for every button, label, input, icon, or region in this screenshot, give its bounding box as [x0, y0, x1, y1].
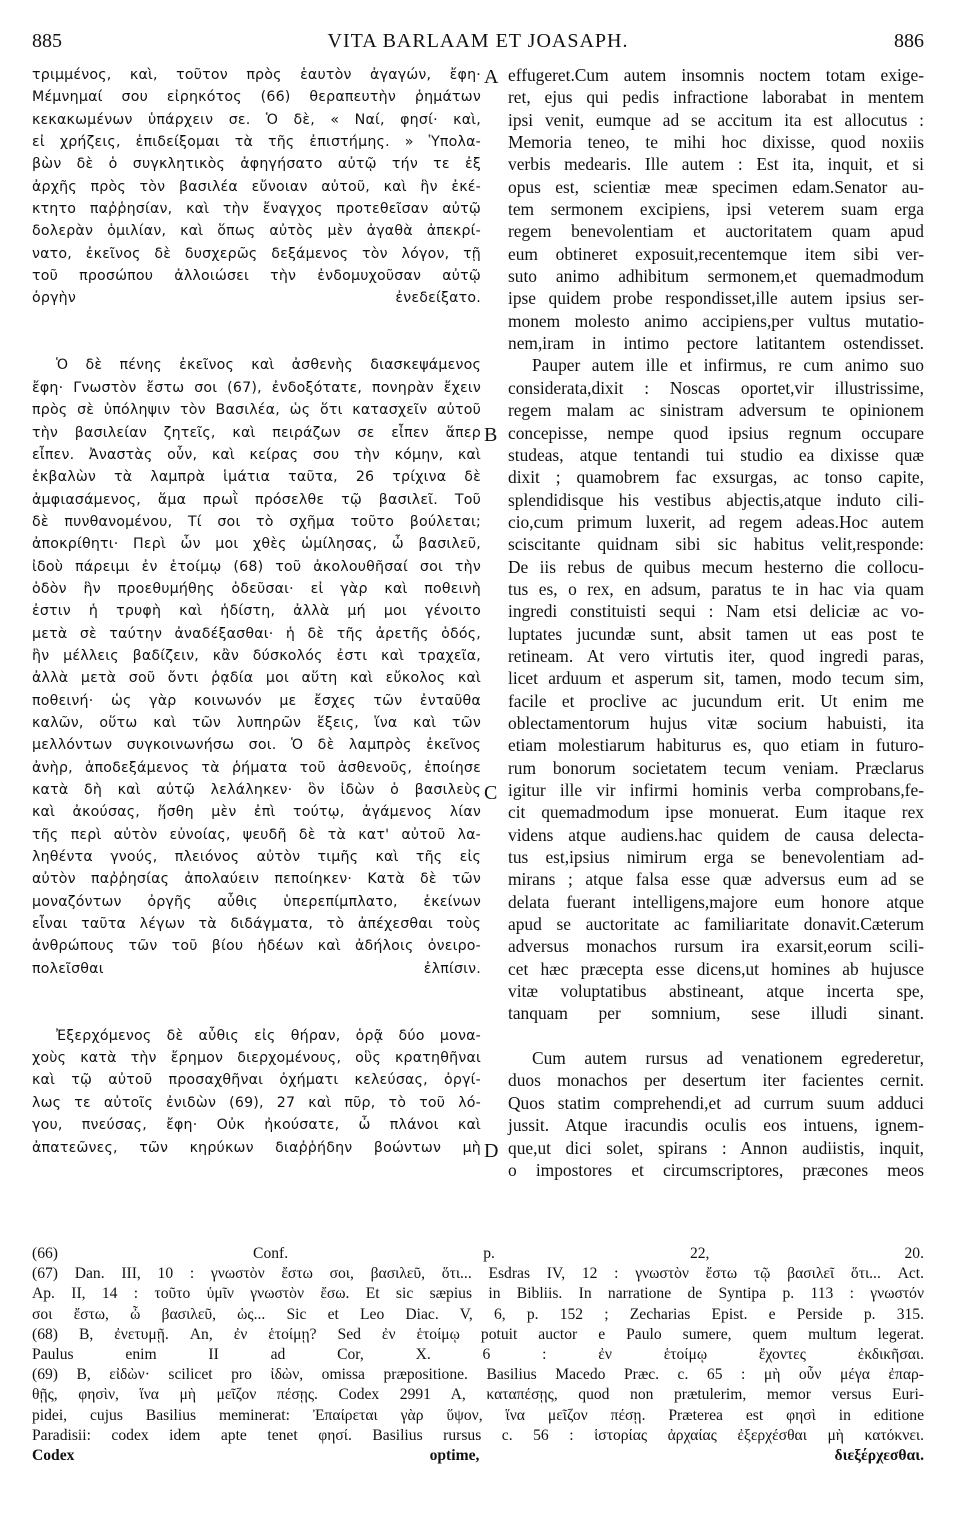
text-line: apud se auctoritate ac familiaritate donavit.Cæterum: [508, 914, 924, 935]
text-line: nem,iram in intimo pectore latitantem ostendisset.: [508, 333, 924, 354]
text-line: jussit. Atque iracundis oculis eos intuens, ignem-: [508, 1115, 924, 1136]
text-line: ἀλλὰ μετὰ σοῦ ὄντι ῥᾳδία μοι αὕτη καὶ εὔκολος καὶ: [32, 670, 481, 687]
text-line: Ἐξερχόμενος δὲ αὖθις εἰς θήραν, ὁρᾷ δύο μονα-: [56, 1027, 481, 1044]
text-line: tus es, o rex, en adsum, paratus te in hac via quam: [508, 578, 924, 599]
text-line: χοὺς κατὰ τὴν ἔρημον διερχομένους, οὓς κρατηθῆναι: [32, 1050, 481, 1067]
text-line: Quos statim comprehendi,et ad currum suum adduci: [508, 1092, 924, 1113]
greek-paragraph-3: [32, 1025, 481, 1159]
greek-paragraph-2: [32, 354, 481, 980]
text-line: μετὰ σὲ ταύτην ἀναδέξασθαι· ἡ δὲ τῆς ἀρετῆς ὁδός,: [32, 625, 481, 642]
text-line: studeas, atque tentandi tui studio ea dixisse quæ: [508, 444, 924, 465]
text-line: ret, ejus qui pedis infractione laborabat in mentem: [508, 87, 924, 108]
text-line: ποθεινή· ὡς γὰρ κοινωνόν με ἔσχες τῶν ἐνταῦθα: [32, 692, 481, 709]
text-line: facile et proclive ac jucundum erit. Ut enim me: [508, 690, 924, 711]
text-line: mirans ; atque falsa esse quæ adversus eum ad se: [508, 869, 924, 890]
text-line: ἀποκρίθητι· Περὶ ὧν μοι χθὲς ὡμίλησας, ὦ βασιλεῦ,: [32, 536, 481, 553]
text-line: adversus monachos rursum ira exarsit,eorum scili-: [508, 936, 924, 957]
text-line: ἀμφιασάμενος, ἅμα πρωῒ πρόσελθε τῷ βασιλεῖ. Τοῦ: [32, 491, 481, 508]
text-line: tanquam per somnium, sese illudi sinant.: [508, 1003, 924, 1024]
text-line: εἰ χρήζεις, ἐπιδείξομαι τὰ τῆς ἐπιστήμης. » Ὑπολα-: [32, 134, 481, 151]
text-line: ingredi constituisti sequi : Nam etsi deliciæ ac vo-: [508, 601, 924, 622]
text-line: ipse quidem probe respondisset,ille autem ipsius ser-: [508, 288, 924, 309]
latin-paragraph-2: [508, 354, 924, 1024]
text-line: ληθέντα γνούς, πλειόνος αὐτὸν τιμῆς καὶ τῆς εἰς: [32, 849, 481, 866]
text-line: ἐκβαλὼν τὰ λαμπρὰ ἱμάτια ταῦτα, 26 τρίχινα δὲ: [32, 469, 481, 486]
text-line: Paulus enim II ad Cor, X. 6 : ἐν ἑτοίμῳ ἔχοντες ἐκδικῆσαι.: [32, 1345, 924, 1363]
text-line: effugeret.Cum autem insomnis noctem totam exige-: [508, 65, 924, 85]
text-line: κτητο παῤῥησίαν, καὶ τὴν ἔναγχος προτεθεῖσαν αὐτῷ: [32, 201, 481, 218]
text-line: (67) Dan. III, 10 : γνωστὸν ἔστω σοι, βασιλεῦ, ὅτι... Esdras IV, 12 : γνωστὸν ἔστω τῷ βασιλεῖ ὅτι... Act.: [32, 1265, 924, 1283]
text-line: τῆς περὶ αὐτὸν εὐνοίας, ψευδῆ δὲ τὰ κατ' αὐτοῦ λα-: [32, 826, 481, 843]
text-line: pidei, cujus Basilius meminerat: Ἐπαίρεται γὰρ ὕψον, ἵνα μεῖζον πέσῃ. Præterea est φησὶ in editione: [32, 1406, 924, 1424]
text-line: cet hæc præcepta esse dicens,ut homines ab hujusce: [508, 958, 924, 979]
paragraph-gap: [32, 332, 481, 354]
text-line: τοῦ προσώπου ἀλλοιώσει τὴν ἐνδομυχοῦσαν αὐτῷ: [32, 268, 481, 285]
text-line: regem benevolentiam et auctoritatem quam apud: [508, 221, 924, 242]
text-line: tus est,ipsius nimirum erga se benevolentiam ad-: [508, 847, 924, 868]
text-line: licet arduum et asperum sit, tamen, modo tecum sim,: [508, 668, 924, 689]
text-line: μοναζόντων ὀργῆς αὖθις ὑπερεπίμπλατο, ἐκείνων: [32, 893, 481, 910]
text-line: ἀνθρώπους τῶν τοῦ βίου ἡδέων καὶ ἀδήλοις ὀνειρο-: [32, 938, 481, 955]
latin-paragraph-3: [508, 1047, 924, 1181]
greek-column: [32, 64, 481, 1159]
section-marker-b: B: [484, 424, 498, 446]
paragraph-gap: [32, 980, 481, 1002]
text-line: opus est, scientiæ meæ specimen edam.Senator au-: [508, 176, 924, 197]
text-line: βὼν δὲ ὁ συγκλητικὸς ἀφηγήσατο αὐτῷ τήν τε ἐξ: [32, 156, 481, 173]
text-line: tem sermonem excipiens, ipsi veterem suam erga: [508, 199, 924, 220]
text-line: (68) B, ἐνετυμῇ. An, ἐν ἑτοίμῃ? Sed ἐν ἑτοίμῳ potuit auctor e Paulo sumere, quem multum legerat.: [32, 1325, 924, 1343]
text-line: κατὰ δὴ καὶ αὐτῷ λελάληκεν· ὃν ἰδὼν ὁ βασιλεὺς: [32, 782, 481, 798]
text-line: Memoria teneo, te mihi hoc dixisse, quod noxiis: [508, 132, 924, 153]
text-line: εἶπεν. Ἀναστὰς οὖν, καὶ κείρας σου τὴν κόμην, καὶ: [32, 446, 481, 463]
text-line: dixit ; quamobrem fac exsurgas, ac tonso capite,: [508, 467, 924, 488]
text-line: αὐτὸν παῤῥησίας ἀπολαύειν πεποίηκεν· Κατὰ δὲ τῶν: [32, 871, 481, 888]
text-line: vitæ voluptatibus abstineant, atque incerta spe,: [508, 981, 924, 1002]
text-line: τριμμένος, καὶ, τοῦτον πρὸς ἑαυτὸν ἀγαγών, ἔφη·: [32, 67, 481, 83]
text-line: δὲ πυνθανομένου, Τί σοι τὸ σχῆμα τοῦτο βούλεται;: [32, 513, 481, 530]
text-line: que,ut dici solet, spirans : Annon audiistis, inquit,: [508, 1137, 924, 1158]
text-line: Ὁ δὲ πένης ἐκεῖνος καὶ ἀσθενὴς διασκεψάμενος: [56, 357, 481, 374]
text-line: Cum autem rursus ad venationem egrederetur,: [532, 1048, 924, 1069]
text-line: etiam molestiarum habiturus es, quo etiam in futuro-: [508, 735, 924, 756]
text-line: Ap. II, 14 : τοῦτο ὑμῖν γνωστὸν ἔσω. Et sic sæpius in Bibliis. In narratione de Syntipa p. 113 : γνωστόν: [32, 1285, 924, 1303]
greek-paragraph-1: [32, 64, 481, 310]
text-line: luptates jucundæ sunt, absit tamen ut eas post te: [508, 623, 924, 644]
right-page-number: 886: [894, 30, 924, 52]
text-line: sciscitante quidnam sibi sic habitus velit,responde:: [508, 534, 924, 555]
footnotes: [32, 1244, 924, 1466]
latin-paragraph-1: [508, 64, 924, 354]
text-line: verbis medearis. Ille autem : Est ita, inquit, et si: [508, 154, 924, 175]
text-line: o impostores et circumscriptores, præcones meos: [508, 1159, 924, 1180]
text-line: ἣν μέλλεις βαδίζειν, κἂν δύσκολός ἐστι καὶ τραχεῖα,: [32, 647, 481, 664]
text-line: regem malam ac sinistram adversum te opinionem: [508, 400, 924, 421]
text-line: καὶ τῷ αὐτοῦ προσαχθῆναι ὀχήματι κελεύσας, ὀργί-: [32, 1072, 481, 1089]
text-line: De iis rebus de quibus mecum hesterno die collocu-: [508, 556, 924, 577]
text-line: delata fuerant intelligens,majore eum honore atque: [508, 891, 924, 912]
text-line: καλῶν, οὕτω καὶ τῶν λυπηρῶν ἕξεις, ἵνα καὶ τῶν: [32, 714, 481, 731]
text-line: concepisse, nempe quod ipsius regnum occupare: [508, 422, 924, 443]
text-line: σοι ἔστω, ὦ βασιλεῦ, ὡς... Sic et Leo Diac. V, 6, p. 152 ; Zecharias Epist. e Perside p. 315.: [32, 1305, 924, 1323]
text-line: δολερὰν ὁμιλίαν, καὶ ὅπως αὐτὸς μὲν ἀγαθὰ ἀπεκρί-: [32, 223, 481, 240]
text-line: (66) Conf. p. 22, 20.: [32, 1245, 924, 1262]
text-line: ὀργὴν ἐνεδείξατο.: [32, 290, 481, 307]
text-line: eum obtineret exposuit,recentemque item sibi ver-: [508, 243, 924, 264]
text-line: cit quemadmodum ipse monuerat. Eum itaque rex: [508, 802, 924, 823]
text-line: πρὸς σὲ ὑπόληψιν τὸν Βασιλέα, ὡς ὅτι κατασχεῖν αὐτοῦ: [32, 402, 481, 419]
text-line: ἰδοὺ πάρειμι ἐν ἑτοίμῳ (68) τοῦ ἀκολουθῆσαί σοι τὴν: [32, 558, 481, 575]
text-line: εἶναι ταῦτα λέγων τὰ διδάγματα, τὸ ἀπέχεσθαι τοὺς: [32, 916, 481, 933]
text-line: igitur ille vir infirmi hominis verba comprobans,fe-: [508, 780, 924, 800]
text-line: suto animo adhibitum sermonem,et quemadmodum: [508, 266, 924, 287]
text-line: Μέμνημαί σου εἰρηκότος (66) θεραπευτὴν ῥημάτων: [32, 89, 481, 106]
text-line: λως τε αὐτοῖς ἐνιδὼν (69), 27 καὶ πῦρ, τὸ τοῦ λό-: [32, 1094, 481, 1111]
section-marker-d: D: [484, 1140, 499, 1162]
text-line: (69) B, εἰδὼν· scilicet pro ἰδὼν, omissa præpositione. Basilius Macedo Præc. c. 65 : μὴ οὖν μέγα ἐπαρ-: [32, 1366, 924, 1384]
text-line: κεκακωμένων ὑπάρχειν σε. Ὁ δὲ, « Ναί, φησί· καὶ,: [32, 111, 481, 128]
paragraph-gap: [508, 1025, 924, 1047]
text-line: Codex optime, διεξέρχεσθαι.: [32, 1446, 924, 1464]
text-line: splendidisque his vestibus abjectis,atque induto cili-: [508, 489, 924, 510]
running-title: VITA BARLAAM ET JOASAPH.: [327, 30, 629, 52]
text-line: considerata,dixit : Noscas oportet,vir illustrissime,: [508, 377, 924, 398]
text-line: καὶ ἀκούσας, ἥσθη μὲν ἐπὶ τούτῳ, ἀγάμενος λίαν: [32, 804, 481, 821]
text-line: retineam. At vero virtutis iter, quod ingredi paras,: [508, 645, 924, 666]
text-line: cio,cum primum luxerit, ad regem adeas.Hoc autem: [508, 511, 924, 532]
text-line: monem molesto animo accipiens,per vultus mutatio-: [508, 310, 924, 331]
text-line: πολεῖσθαι ἐλπίσιν.: [32, 960, 481, 977]
text-line: duos monachos per desertum iter facientes cernit.: [508, 1070, 924, 1091]
section-marker-c: C: [484, 782, 498, 804]
text-line: νατο, ἐκεῖνος δὲ δυσχερῶς δεξάμενος τὸν λόγον, τῇ: [32, 245, 481, 262]
text-line: Paradisii: codex idem apte tenet φησί. Basilius rursus c. 56 : ἱστορίας ἀρχαίας ἐξερχέσθαι μὴ κατόκνει.: [32, 1426, 924, 1444]
text-line: μελλόντων συγκοινωνήσω σοι. Ὁ δὲ λαμπρὸς ἐκεῖνος: [32, 737, 481, 754]
text-line: θῇς, φησὶν, ἵνα μὴ μεῖζον πέσῃς. Codex 2991 A, καταπέσῃς, quod non prætulerim, memor versus Euri-: [32, 1386, 924, 1404]
text-line: Pauper autem ille et infirmus, re cum animo suo: [532, 355, 924, 376]
text-line: ἔφη· Γνωστὸν ἔστω σοι (67), ἐνδοξότατε, πονηρὰν ἔχειν: [32, 379, 481, 396]
text-line: γου, πνεύσας, ἔφη· Οὐκ ἠκούσατε, ὦ πλάνοι καὶ: [32, 1117, 481, 1134]
text-line: ἀρχῆς πρὸς τὸν βασιλέα εὔνοιαν αὐτοῦ, καὶ ἣν ἐκέ-: [32, 178, 481, 195]
text-line: oblectamentorum hujus vitæ socium habuisti, ita: [508, 712, 924, 733]
text-line: ὁδὸν ἣν προεθυμήθης ὁδεῦσαι· εἰ γὰρ καὶ ποθεινὴ: [32, 580, 481, 597]
text-line: τὴν βασιλείαν ζητεῖς, καὶ πειράζων σε εἶπεν ἅπερ: [32, 424, 481, 441]
text-line: rum bonorum societatem tecum veniam. Præclarus: [508, 757, 924, 778]
paragraph-gap: [32, 310, 481, 332]
latin-column: [508, 64, 924, 1181]
section-marker-a: A: [484, 66, 499, 88]
left-page-number: 885: [32, 30, 62, 52]
running-header: [32, 30, 924, 60]
text-line: ipsi venit, eumque ad se accitum ita est allocutus :: [508, 109, 924, 130]
text-line: videns atque audiens.hac quidem de causa delecta-: [508, 824, 924, 845]
paragraph-gap: [32, 1002, 481, 1024]
text-line: ἐστιν ἡ τρυφὴ καὶ ἡδίστη, ἀλλὰ μή μοι γένοιτο: [32, 603, 481, 620]
text-line: ἀνὴρ, ἀποδεξάμενος τὰ ῥήματα τοῦ ἀσθενοῦς, ἐποίησε: [32, 759, 481, 776]
text-line: ἀπατεῶνες, τῶν κηρύκων διαῤῥήδην βοώντων μὴ: [32, 1139, 481, 1156]
